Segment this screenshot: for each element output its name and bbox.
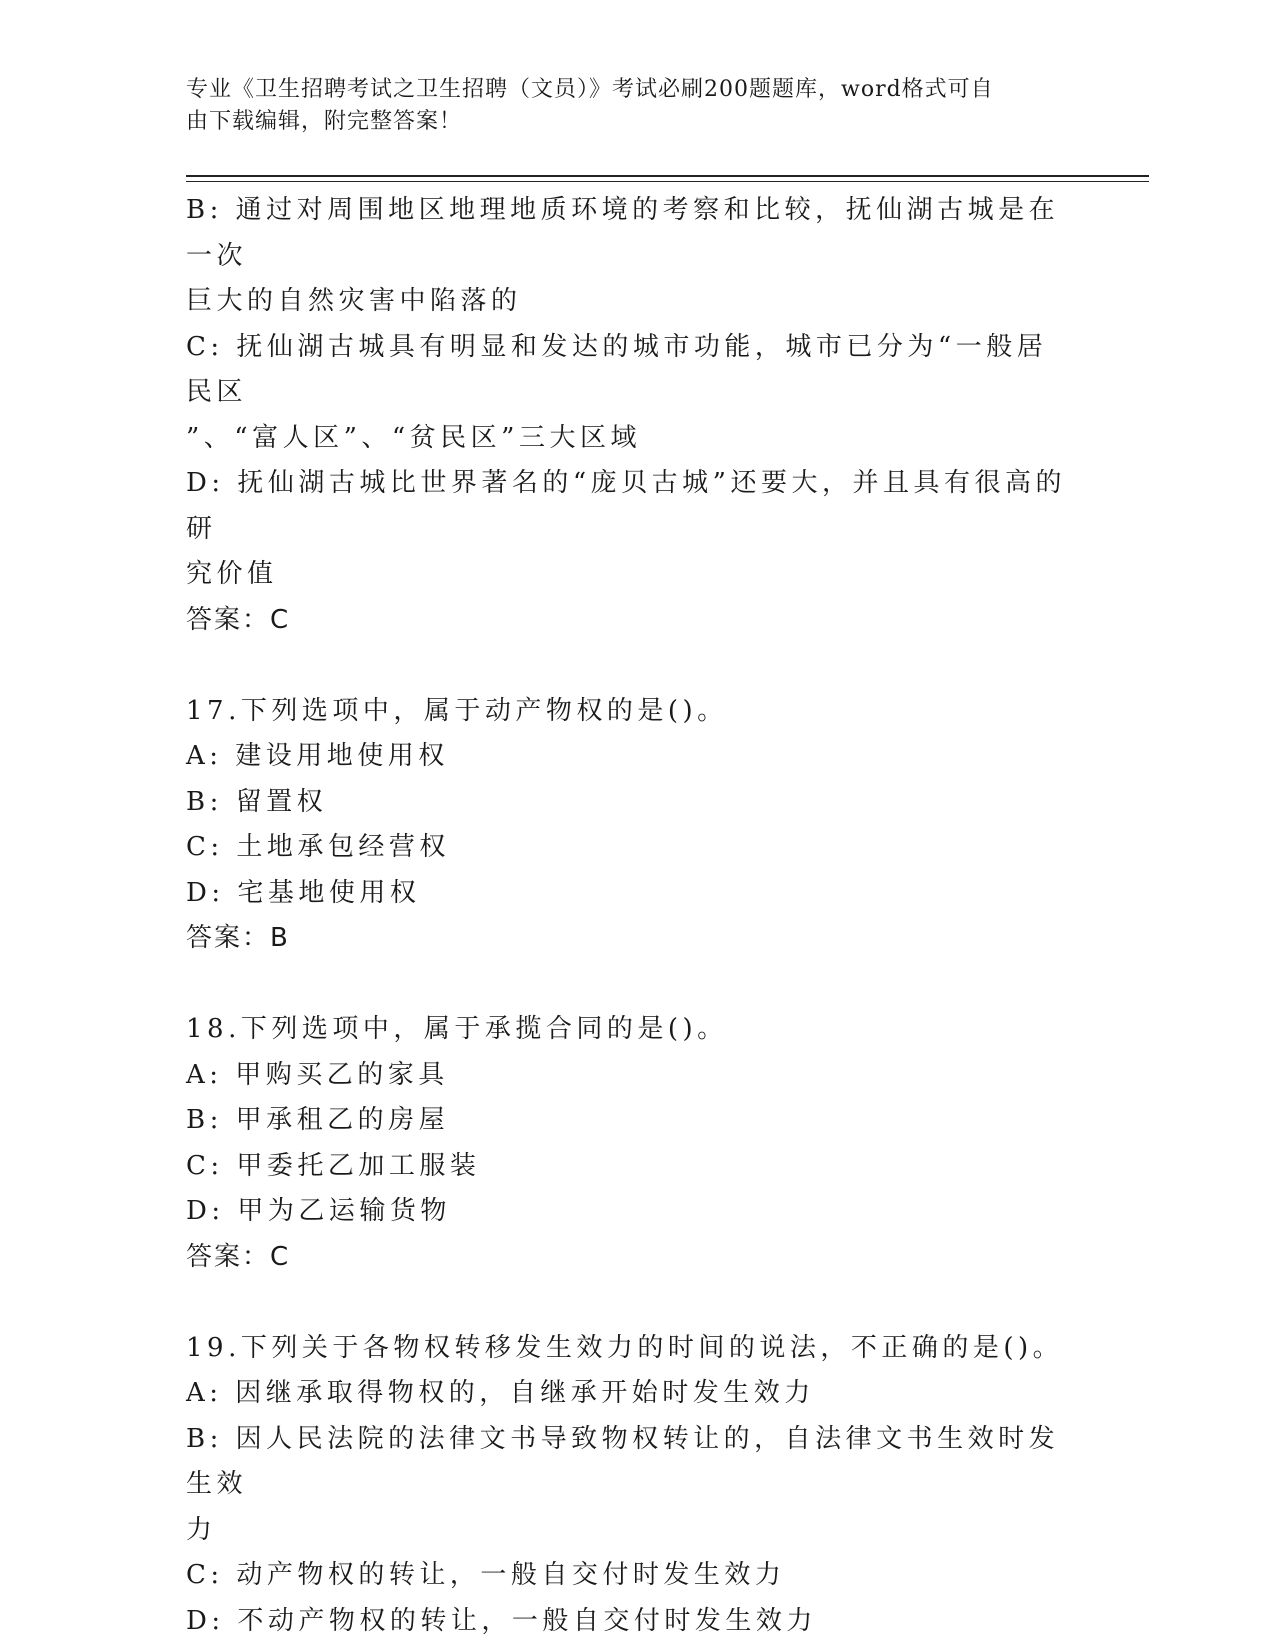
question-18 xyxy=(186,1007,1066,1280)
spacer xyxy=(186,962,1066,1008)
option-b-line-2: 巨大的自然灾害中陷落的 xyxy=(186,286,522,316)
question-17 xyxy=(186,689,1066,962)
option-d: D: 甲为乙运输货物 xyxy=(186,1196,451,1226)
option-b: B: 留置权 xyxy=(186,786,328,817)
question-stem: 17.下列选项中，属于动产物权的是()。 xyxy=(186,695,728,726)
option-c-line-1: C: 抚仙湖古城具有明显和发达的城市功能，城市已分为“一般居民区 xyxy=(186,331,1048,407)
option-d-line-1: D: 抚仙湖古城比世界著名的“庞贝古城”还要大，并且具有很高的研 xyxy=(186,468,1066,544)
option-a: A: 甲购买乙的家具 xyxy=(186,1059,449,1090)
question-19 xyxy=(186,1326,1066,1645)
answer-label: 答案：B xyxy=(186,923,290,953)
spacer xyxy=(186,643,1066,689)
option-c-line-2: ”、“富人区”、“贫民区”三大区域 xyxy=(186,422,641,453)
page-header xyxy=(186,74,1066,138)
option-b-line-1: B: 因人民法院的法律文书导致物权转让的，自法律文书生效时发生效 xyxy=(186,1423,1060,1499)
header-title-line-1: 专业《卫生招聘考试之卫生招聘（文员）》考试必刷200题题库，word格式可自 xyxy=(186,77,994,102)
answer-label: 答案：C xyxy=(186,604,291,635)
question-16-continued xyxy=(186,188,1066,643)
option-b-line-2: 力 xyxy=(186,1514,217,1545)
question-content xyxy=(186,188,1066,1644)
option-a: A: 因继承取得物权的，自继承开始时发生效力 xyxy=(186,1378,815,1408)
option-d-line-2: 究价值 xyxy=(186,559,278,589)
question-stem: 18.下列选项中，属于承揽合同的是()。 xyxy=(186,1014,728,1044)
option-d: D: 不动产物权的转让，一般自交付时发生效力 xyxy=(186,1605,817,1636)
option-a: A: 建设用地使用权 xyxy=(186,741,449,771)
option-d: D: 宅基地使用权 xyxy=(186,877,421,908)
answer-label: 答案：C xyxy=(186,1241,291,1272)
option-b: B: 甲承租乙的房屋 xyxy=(186,1105,450,1135)
question-stem: 19.下列关于各物权转移发生效力的时间的说法，不正确的是()。 xyxy=(186,1332,1064,1363)
header-divider-thick xyxy=(186,175,1149,177)
option-c: C: 甲委托乙加工服装 xyxy=(186,1150,481,1181)
spacer xyxy=(186,1280,1066,1326)
option-b-line-1: B: 通过对周围地区地理地质环境的考察和比较，抚仙湖古城是在一次 xyxy=(186,195,1060,271)
option-c: C: 动产物权的转让，一般自交付时发生效力 xyxy=(186,1560,786,1590)
option-c: C: 土地承包经营权 xyxy=(186,832,450,862)
header-title-line-2: 由下载编辑，附完整答案！ xyxy=(186,109,463,134)
header-divider-thin xyxy=(186,181,1149,182)
